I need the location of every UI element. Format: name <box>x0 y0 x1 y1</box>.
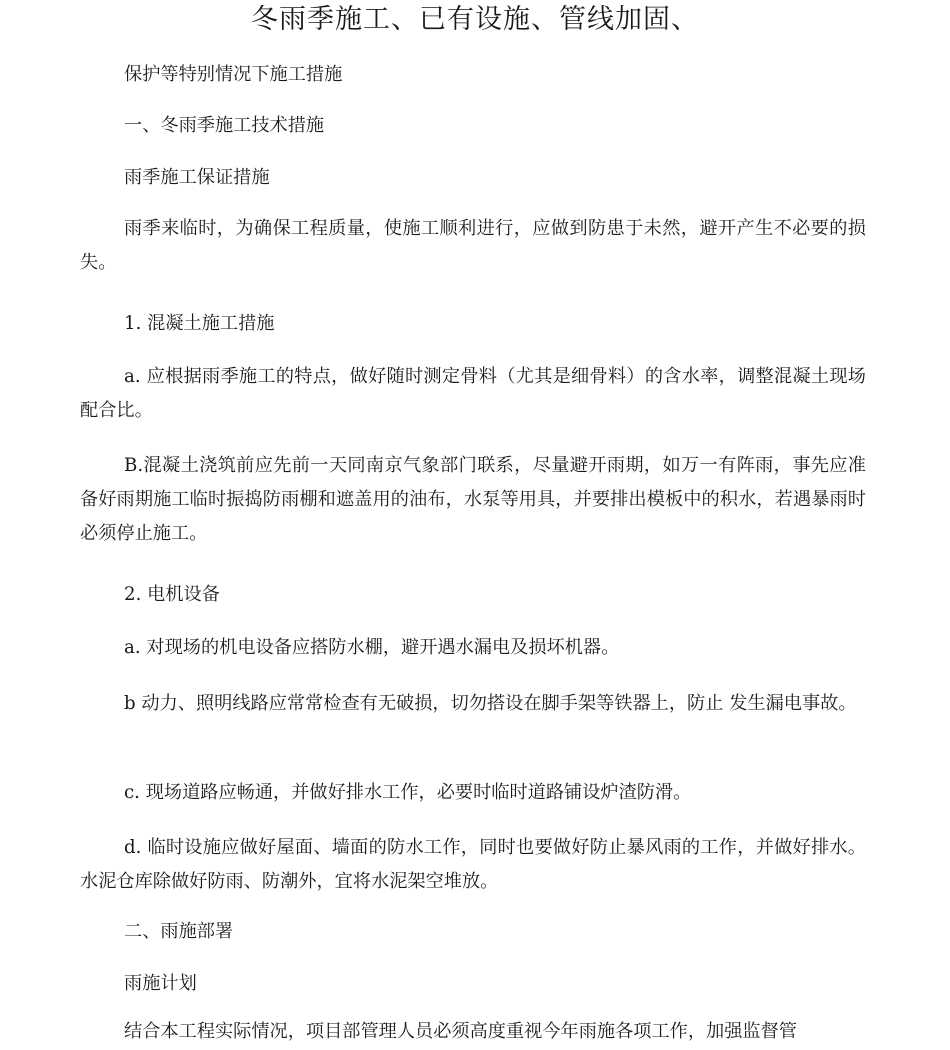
heading-electrical: 2. 电机设备 <box>124 584 220 605</box>
paragraph-electrical-a: a. 对现场的机电设备应搭防水棚，避开遇水漏电及损坏机器。 <box>124 637 620 658</box>
paragraph-concrete-b: B.混凝土浇筑前应先前一天同南京气象部门联系，尽量避开雨期，如万一有阵雨，事先应准备好雨期施工临时振捣防雨棚和遮盖用的油布，水泵等用具，并要排出模板中的积水，若遇暴雨时必须停止施工。 <box>80 455 866 544</box>
paragraph-rain-plan: 结合本工程实际情况，项目部管理人员必须高度重视今年雨施各项工作，加强监督管 <box>124 1021 797 1042</box>
heading-concrete: 1. 混凝土施工措施 <box>124 313 275 334</box>
paragraph-electrical-c: c. 现场道路应畅通，并做好排水工作，必要时临时道路铺设炉渣防滑。 <box>124 782 692 803</box>
heading-rain-plan: 雨施计划 <box>124 973 197 994</box>
paragraph-electrical-b: b 动力、照明线路应常常检查有无破损，切勿搭设在脚手架等铁器上，防止 发生漏电事故。 <box>124 693 857 714</box>
document-title: 冬雨季施工、已有设施、管线加固、 <box>251 4 699 35</box>
paragraph-concrete-a: a. 应根据雨季施工的特点，做好随时测定骨料（尤其是细骨料）的含水率，调整混凝土现场配合比。 <box>80 366 866 421</box>
paragraph-subtitle: 保护等特别情况下施工措施 <box>124 64 343 85</box>
heading-rain-measures: 雨季施工保证措施 <box>124 167 270 188</box>
heading-section-1: 一、冬雨季施工技术措施 <box>124 115 325 136</box>
paragraph-electrical-d: d. 临时设施应做好屋面、墙面的防水工作，同时也要做好防止暴风雨的工作，并做好排水。水泥仓库除做好防雨、防潮外，宜将水泥架空堆放。 <box>80 837 866 892</box>
heading-section-2: 二、雨施部署 <box>124 921 234 942</box>
paragraph-rain-intro: 雨季来临时，为确保工程质量，使施工顺利进行，应做到防患于未然，避开产生不必要的损失。 <box>80 218 866 273</box>
